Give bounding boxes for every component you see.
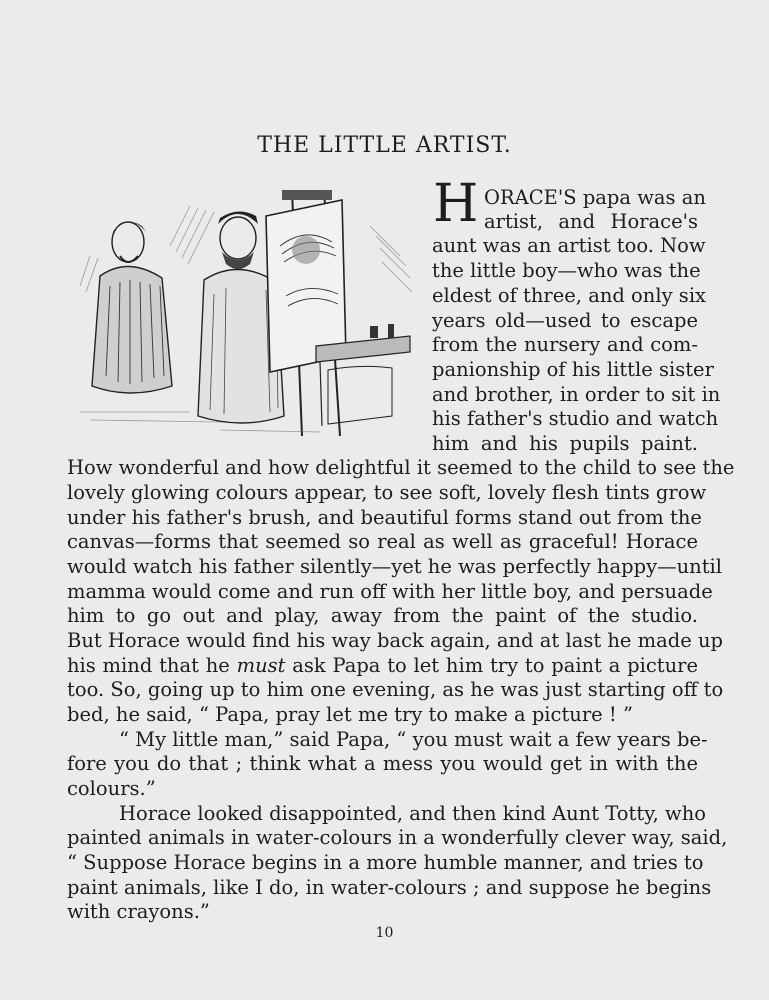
text-line: lovely glowing colours appear, to see soft, lovely flesh tints grow (67, 481, 707, 504)
text-line: painted animals in water-colours in a wonderfully clever way, said, (67, 826, 728, 849)
text-line: the little boy—who was the (432, 259, 701, 282)
text-line: How wonderful and how delightful it seemed to the child to see the (67, 456, 735, 479)
text-line: and brother, in order to sit in (432, 383, 721, 406)
text-line: would watch his father silently—yet he was perfectly happy—until (67, 555, 723, 578)
text-line: his mind that he must ask Papa to let him try to paint a picture (67, 654, 698, 677)
text-line: him and his pupils paint. (432, 432, 698, 455)
emphasis-must: must (236, 654, 286, 677)
text-line: him to go out and play, away from the paint of the studio. (67, 604, 698, 627)
text-line: fore you do that ; think what a mess you would get in with the (67, 752, 698, 775)
text-line: from the nursery and com- (432, 333, 698, 356)
text-line: eldest of three, and only six (432, 284, 707, 307)
text-line: “ Suppose Horace begins in a more humble manner, and tries to (67, 851, 704, 874)
text-line: with crayons.” (67, 900, 210, 923)
text-line: aunt was an artist too. Now (432, 234, 706, 257)
text-line: his father's studio and watch (432, 407, 719, 430)
text-line: mamma would come and run off with her little boy, and persuade (67, 580, 713, 603)
text-line: under his father's brush, and beautiful forms stand out from the (67, 506, 702, 529)
text-line: colours.” (67, 777, 156, 800)
text-line: But Horace would find his way back again, and at last he made up (67, 629, 724, 652)
text-line: “ My little man,” said Papa, “ you must wait a few years be- (119, 728, 708, 751)
text-line: bed, he said, “ Papa, pray let me try to make a picture ! ” (67, 703, 633, 726)
text-line: years old—used to escape (432, 309, 698, 332)
artist-illustration (70, 186, 415, 444)
text-line: too. So, going up to him one evening, as he was just starting off to (67, 678, 724, 701)
drop-cap: H (433, 174, 479, 234)
text-line: Horace looked disappointed, and then kind Aunt Totty, who (119, 802, 707, 825)
text-line: canvas—forms that seemed so real as well as graceful! Horace (67, 530, 698, 553)
text-line: ORACE'S papa was an (484, 186, 706, 209)
page-number: 10 (375, 925, 394, 941)
text-line: panionship of his little sister (432, 358, 714, 381)
text-line: paint animals, like I do, in water-colours ; and suppose he begins (67, 876, 712, 899)
page-title: THE LITTLE ARTIST. (257, 133, 512, 158)
text-line: artist, and Horace's (484, 210, 698, 233)
